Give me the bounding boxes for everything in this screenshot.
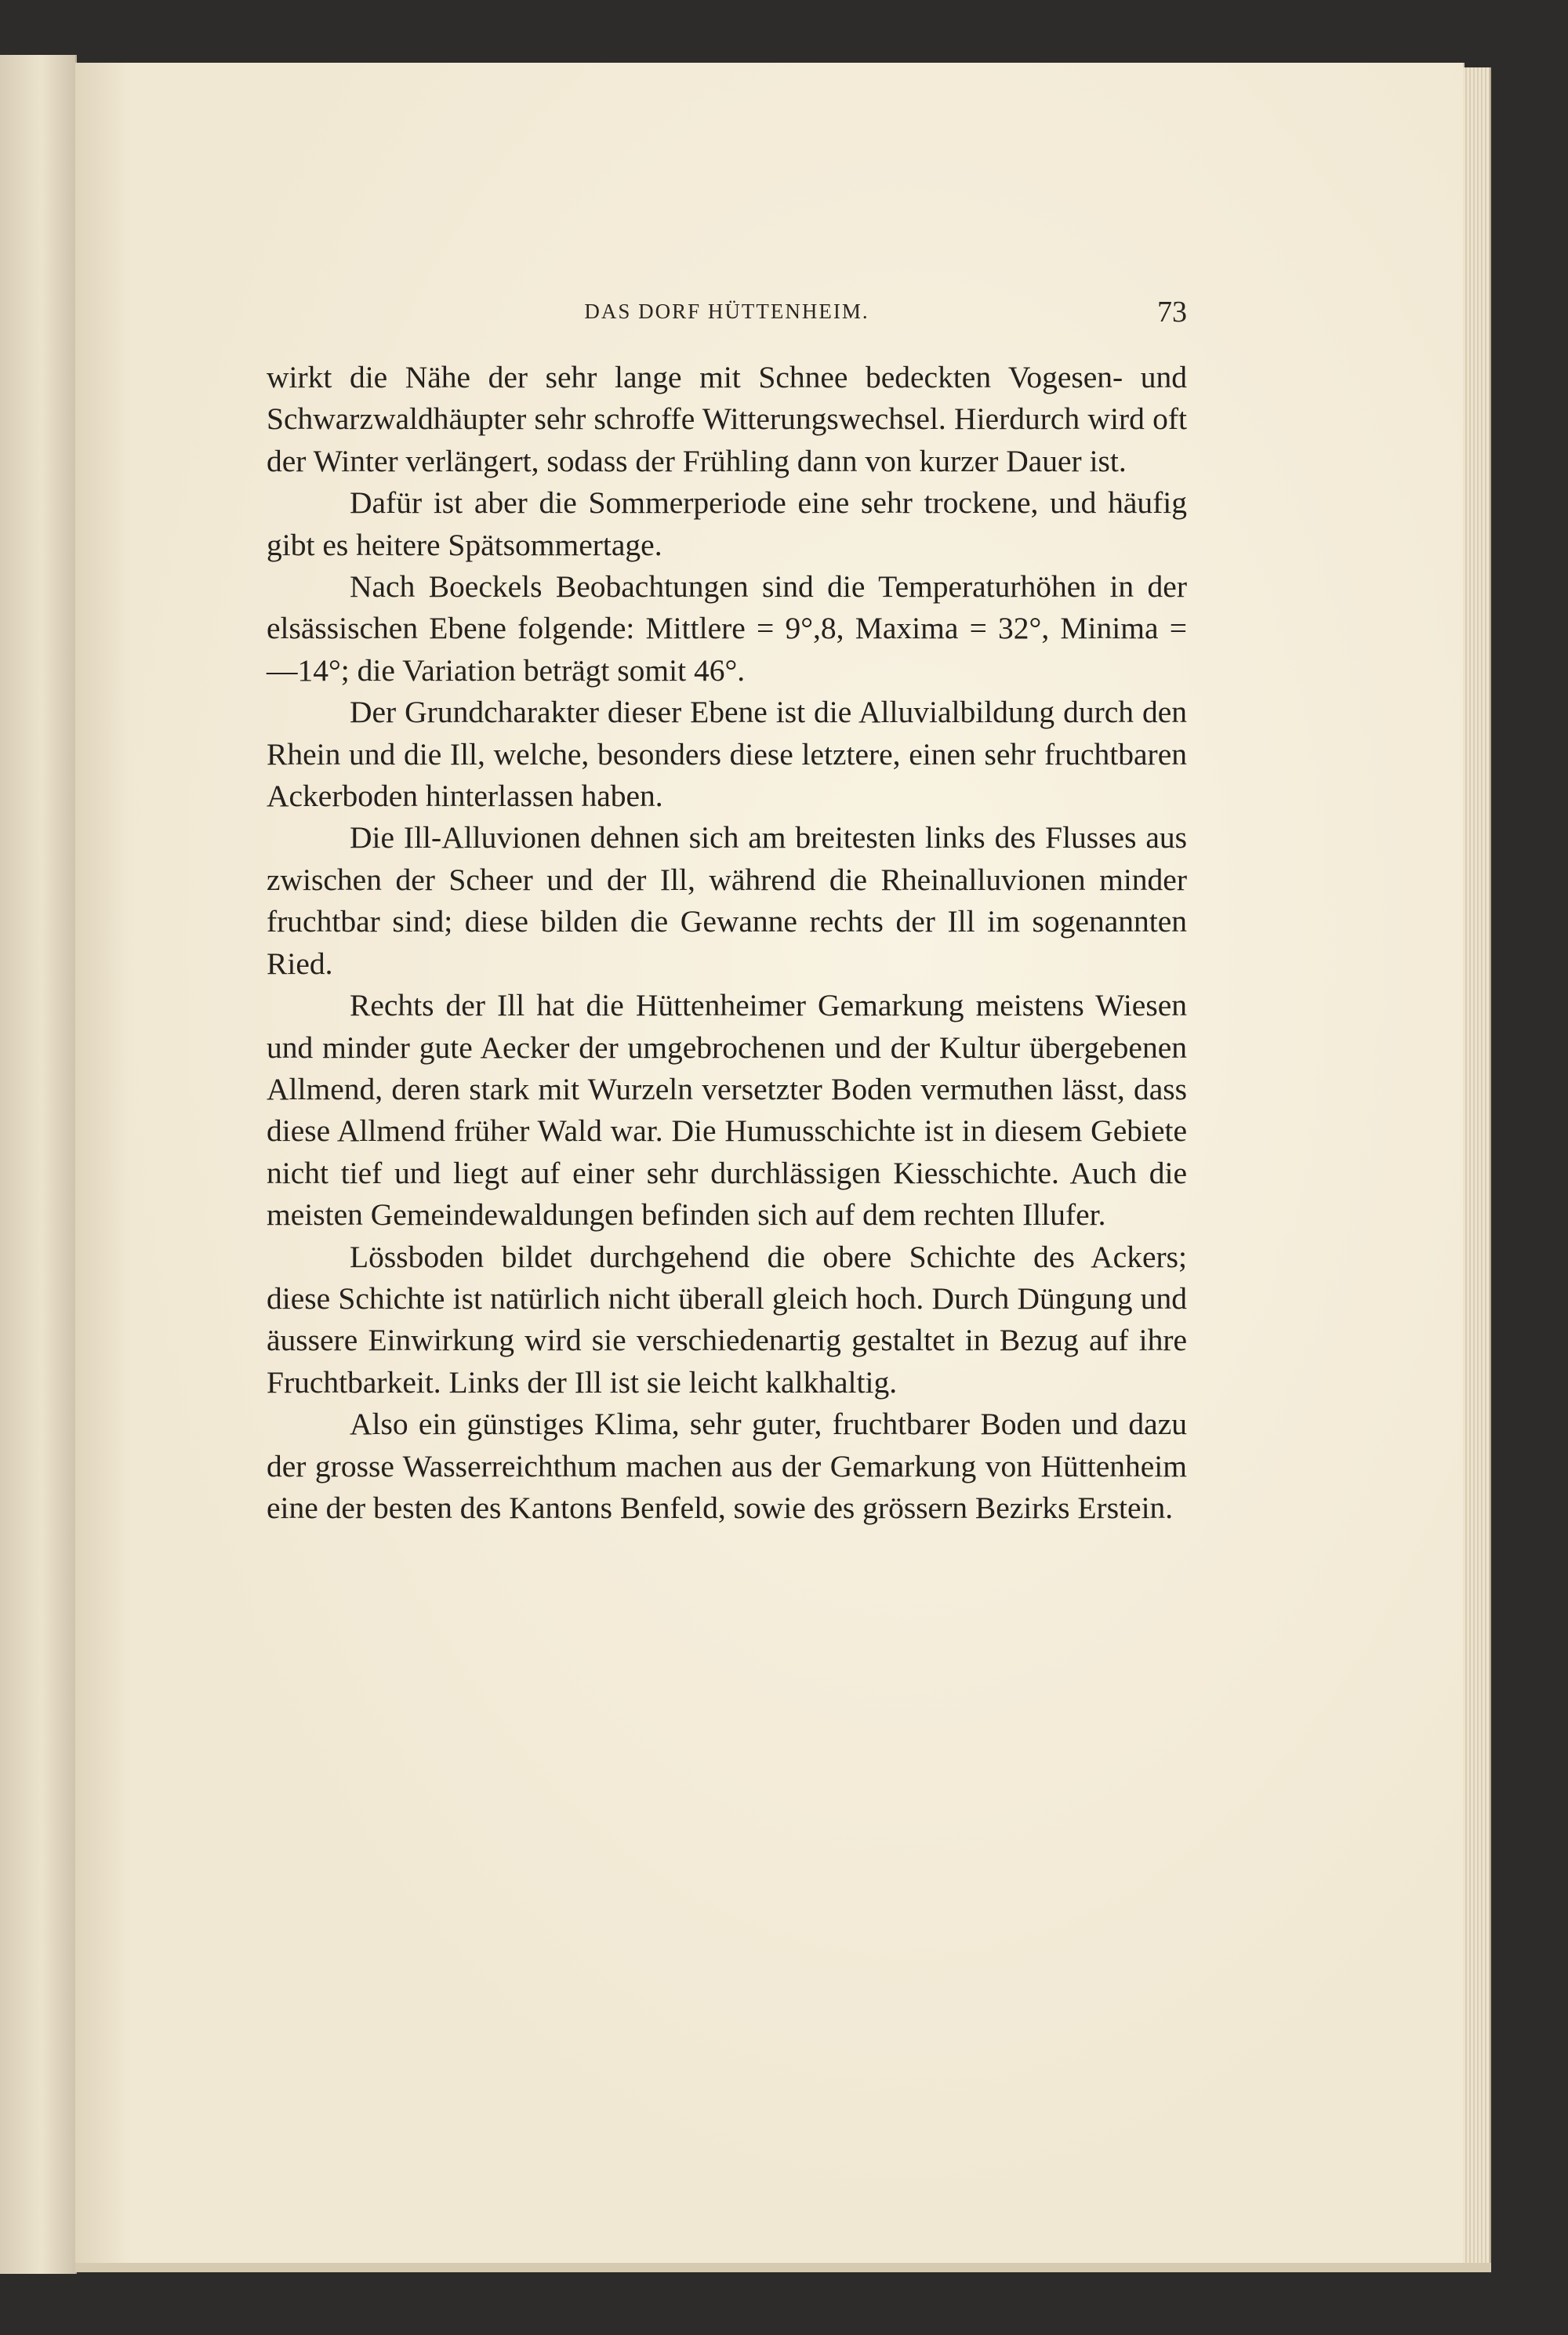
book-spine [0,55,77,2274]
page-edges [1463,67,1491,2263]
running-title: DAS DORF HÜTTENHEIM. [584,300,869,323]
paragraph: Also ein günstiges Klima, sehr guter, fruchtbarer Boden und dazu der grosse Wasserreichthum machen aus der Gemarkung von Hüttenheim eine der besten des Kantons Benfeld, sowie des grössern Bezirks Erstein. [267,1407,1187,1525]
paragraph: Der Grundcharakter dieser Ebene ist die Alluvialbildung durch den Rhein und die Ill, welche, besonders diese letztere, einen sehr fruchtbaren Ackerboden hinterlassen haben. [267,695,1187,814]
page-number: 73 [1157,296,1187,329]
paragraph: Die Ill-Alluvionen dehnen sich am breitesten links des Flusses aus zwischen der Scheer und der Ill, während die Rheinalluvionen minder fruchtbar sind; diese bilden die Gewanne rechts der Ill im sogenannten Ried. [267,820,1187,981]
running-head [267,295,1187,334]
paragraph: Rechts der Ill hat die Hüttenheimer Gemarkung meistens Wiesen und minder gute Aecker der umgebrochenen und der Kultur übergebenen Allmend, deren stark mit Wurzeln versetzter Boden vermuthen lässt, dass diese Allmend früher Wald war. Die Humusschichte ist in diesem Gebiete nicht tief und liegt auf einer sehr durchlässigen Kiesschichte. Auch die meisten Gemeindewaldungen befinden sich auf dem rechten Illufer. [267,988,1187,1233]
paragraph: Nach Boeckels Beobachtungen sind die Temperaturhöhen in der elsässischen Ebene folgende: Mittlere = 9°,8, Maxima = 32°, Minima = —14°; die Variation beträgt somit 46°. [267,569,1187,688]
paragraph: wirkt die Nähe der sehr lange mit Schnee bedeckten Vogesen- und Schwarzwaldhäupter sehr schroffe Witterungswechsel. Hierdurch wird oft der Winter verlängert, sodass der Frühling dann von kurzer Dauer ist. [267,360,1187,478]
paragraph: Lössboden bildet durchgehend die obere Schichte des Ackers; diese Schichte ist natürlich nicht überall gleich hoch. Durch Düngung und äussere Einwirkung wird sie verschiedenartig gestaltet in Bezug auf ihre Fruchtbarkeit. Links der Ill ist sie leicht kalkhaltig. [267,1239,1187,1400]
body-text [267,357,1187,1529]
page-bottom-edge [75,2263,1491,2272]
paragraph: Dafür ist aber die Sommerperiode eine sehr trockene, und häufig gibt es heitere Spätsommertage. [267,485,1187,562]
